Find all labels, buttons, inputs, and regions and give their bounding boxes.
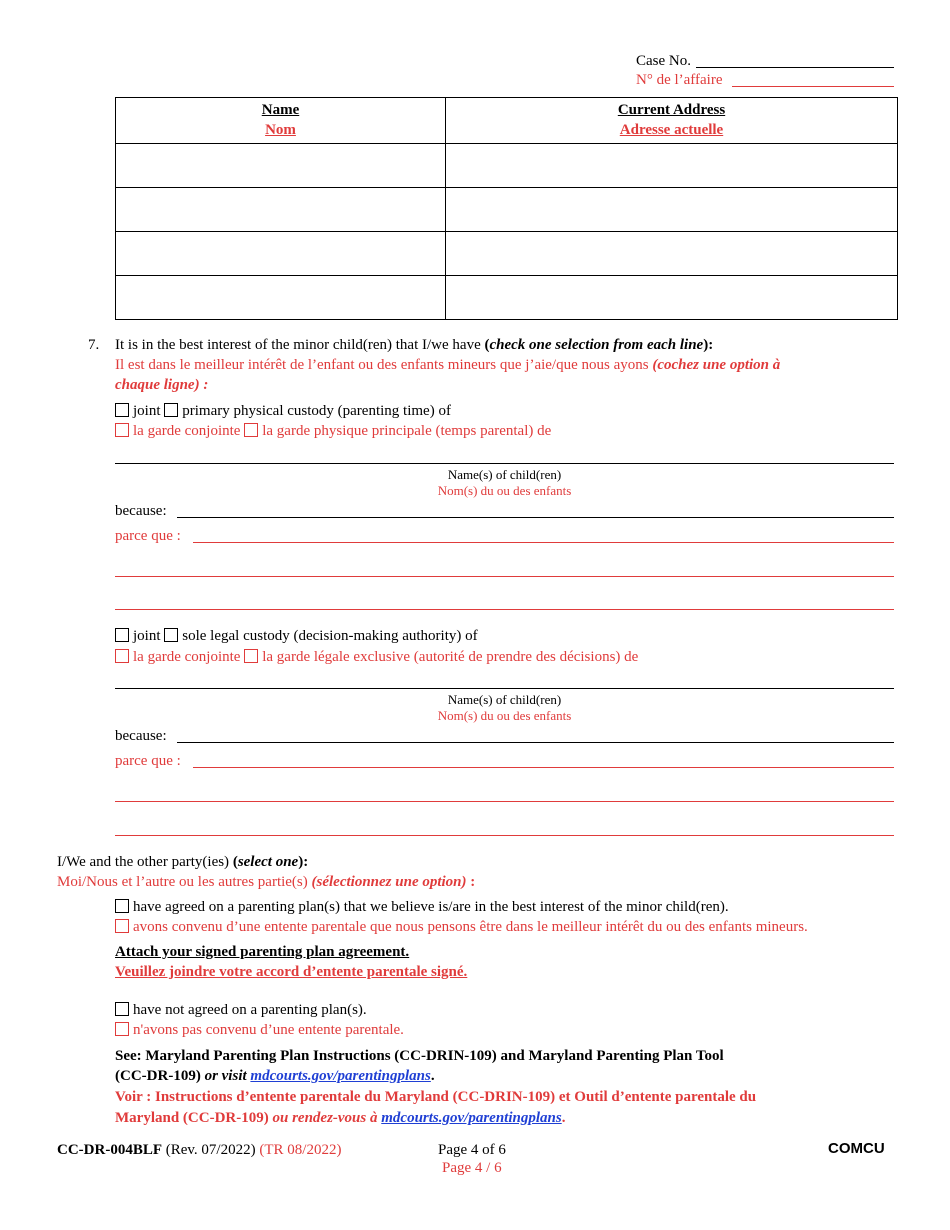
form-id: CC-DR-004BLF xyxy=(57,1142,162,1158)
address-header-en: Current Address xyxy=(617,102,726,118)
see-reference-or-visit: or visit xyxy=(204,1068,251,1084)
legal-joint-checkbox[interactable] xyxy=(115,628,129,642)
table-row xyxy=(116,276,898,320)
see-reference-line-1: See: Maryland Parenting Plan Instructions (CC-DRIN-109) and Maryland Parenting Plan Tool xyxy=(115,1048,724,1064)
agreement-intro-text: I/We and the other party(ies) xyxy=(57,854,233,870)
address-cell[interactable] xyxy=(446,232,898,276)
case-no-field-fr-line xyxy=(732,86,894,87)
legal-children-caption-fr: Nom(s) du ou des enfants xyxy=(437,708,572,723)
physical-joint-checkbox[interactable] xyxy=(115,403,129,417)
physical-primary-checkbox[interactable] xyxy=(164,403,178,417)
item-7-intro-fr-instruction: (cochez une option à xyxy=(652,357,781,373)
item-7-intro-fr xyxy=(115,355,780,375)
agreed-checkbox-fr[interactable] xyxy=(115,919,129,933)
physical-custody-line xyxy=(115,401,451,421)
name-column-header xyxy=(116,98,446,144)
agreed-label: have agreed on a parenting plan(s) that we believe is/are in the best interest of the minor child(ren). xyxy=(133,899,729,915)
physical-because-label-fr: parce que : xyxy=(115,528,181,544)
footer-form-id xyxy=(57,1140,341,1160)
not-agreed-label-fr: n'avons pas convenu d’une entente parentale. xyxy=(133,1022,404,1038)
not-agreed-option xyxy=(115,1000,367,1020)
physical-because-line-2[interactable] xyxy=(115,576,894,577)
see-reference-line-2 xyxy=(115,1066,435,1086)
item-7-intro-fr-text: Il est dans le meilleur intérêt de l’enfant ou des enfants mineurs que j’aie/que nous ayons xyxy=(115,357,653,373)
agreement-intro-fr-text: Moi/Nous et l’autre ou les autres partie(s) xyxy=(57,874,312,890)
physical-children-caption: Name(s) of child(ren) xyxy=(447,467,562,482)
name-cell[interactable] xyxy=(116,144,446,188)
see-reference-period: . xyxy=(430,1068,435,1084)
legal-because-line-fr[interactable] xyxy=(193,767,894,768)
see-reference-fr-or-visit: ou rendez-vous à xyxy=(272,1110,382,1126)
form-translation-rev: (TR 08/2022) xyxy=(255,1142,342,1158)
agreed-checkbox[interactable] xyxy=(115,899,129,913)
agreement-intro-paren: ( xyxy=(232,854,238,870)
physical-children-caption-fr: Nom(s) du ou des enfants xyxy=(437,483,572,498)
parenting-plans-link[interactable]: mdcourts.gov/parentingplans xyxy=(250,1068,431,1084)
physical-joint-checkbox-fr[interactable] xyxy=(115,423,129,437)
case-no-label-fr: N° de l’affaire xyxy=(636,72,723,88)
physical-because-label: because: xyxy=(115,503,167,519)
legal-sole-label: sole legal custody (decision-making authority) of xyxy=(182,628,478,644)
table-row xyxy=(116,144,898,188)
item-7-intro xyxy=(115,335,713,355)
table-row xyxy=(116,188,898,232)
agreed-option-fr xyxy=(115,917,808,937)
agreement-intro-instruction: select one xyxy=(237,854,299,870)
physical-primary-checkbox-fr[interactable] xyxy=(244,423,258,437)
name-address-table xyxy=(115,97,898,320)
item-7-intro-end: ): xyxy=(703,337,714,353)
physical-because-line-3[interactable] xyxy=(115,609,894,610)
legal-joint-checkbox-fr[interactable] xyxy=(115,649,129,663)
agreed-label-fr: avons convenu d’une entente parentale que nous pensons être dans le meilleur intérêt du ou des enfants mineurs. xyxy=(133,919,808,935)
agreement-intro-fr xyxy=(57,872,475,892)
see-reference-fr-period: . xyxy=(561,1110,566,1126)
legal-sole-label-fr: la garde légale exclusive (autorité de prendre des décisions) de xyxy=(262,649,639,665)
table-row xyxy=(116,232,898,276)
agreement-intro xyxy=(57,852,308,872)
see-reference-fr-line-2 xyxy=(115,1108,565,1128)
address-column-header xyxy=(446,98,898,144)
item-7-intro-instruction: check one selection from each line xyxy=(489,337,704,353)
page-number-fr: Page 4 / 6 xyxy=(442,1160,502,1176)
legal-custody-line xyxy=(115,626,478,646)
legal-sole-checkbox-fr[interactable] xyxy=(244,649,258,663)
physical-joint-label-fr: la garde conjointe xyxy=(133,423,241,439)
physical-primary-label-fr: la garde physique principale (temps parental) de xyxy=(262,423,552,439)
agreement-intro-fr-end: : xyxy=(466,874,476,890)
attach-instruction-fr: Veuillez joindre votre accord d’entente parentale signé. xyxy=(115,964,468,980)
see-reference-fr-line-1: Voir : Instructions d’entente parentale du Maryland (CC-DRIN-109) et Outil d’entente parentale du xyxy=(115,1089,757,1105)
name-cell[interactable] xyxy=(116,232,446,276)
item-7-intro-text: It is in the best interest of the minor child(ren) that I/we have xyxy=(115,337,485,353)
agreement-intro-end: ): xyxy=(298,854,309,870)
address-header-fr: Adresse actuelle xyxy=(619,122,724,138)
address-cell[interactable] xyxy=(446,276,898,320)
physical-because-field[interactable] xyxy=(177,517,894,518)
address-cell[interactable] xyxy=(446,188,898,232)
name-header-fr: Nom xyxy=(265,122,296,138)
legal-joint-label: joint xyxy=(133,628,161,644)
item-7-intro-paren: ( xyxy=(484,337,490,353)
agreement-intro-fr-instruction: (sélectionnez une option) xyxy=(311,874,467,890)
legal-because-field[interactable] xyxy=(177,742,894,743)
legal-joint-label-fr: la garde conjointe xyxy=(133,649,241,665)
page-number: Page 4 of 6 xyxy=(438,1142,506,1158)
name-header-en: Name xyxy=(261,102,300,118)
item-7-intro-fr-cont: chaque ligne) : xyxy=(115,377,209,393)
form-revision: (Rev. 07/2022) xyxy=(162,1142,256,1158)
not-agreed-checkbox[interactable] xyxy=(115,1002,129,1016)
item-7-number: 7. xyxy=(88,337,100,353)
physical-custody-line-fr xyxy=(115,421,551,441)
not-agreed-label: have not agreed on a parenting plan(s). xyxy=(133,1002,367,1018)
table-header-row xyxy=(116,98,898,144)
legal-sole-checkbox[interactable] xyxy=(164,628,178,642)
physical-children-name-field[interactable] xyxy=(115,463,894,464)
legal-children-caption: Name(s) of child(ren) xyxy=(447,692,562,707)
form-code: COMCU xyxy=(828,1140,885,1157)
legal-because-line-2[interactable] xyxy=(115,801,894,802)
not-agreed-checkbox-fr[interactable] xyxy=(115,1022,129,1036)
legal-because-label-fr: parce que : xyxy=(115,753,181,769)
see-reference-code: (CC-DR-109) xyxy=(115,1068,205,1084)
physical-joint-label: joint xyxy=(133,403,161,419)
parenting-plans-link-fr[interactable]: mdcourts.gov/parentingplans xyxy=(381,1110,562,1126)
case-no-field[interactable] xyxy=(696,67,894,68)
attach-instruction: Attach your signed parenting plan agreement. xyxy=(115,944,410,960)
legal-custody-line-fr xyxy=(115,647,638,667)
name-cell[interactable] xyxy=(116,276,446,320)
physical-because-line-fr[interactable] xyxy=(193,542,894,543)
name-cell[interactable] xyxy=(116,188,446,232)
legal-children-name-field[interactable] xyxy=(115,688,894,689)
address-cell[interactable] xyxy=(446,144,898,188)
agreed-option xyxy=(115,897,729,917)
not-agreed-option-fr xyxy=(115,1020,404,1040)
legal-because-line-3[interactable] xyxy=(115,835,894,836)
physical-primary-label: primary physical custody (parenting time) of xyxy=(182,403,451,419)
case-no-label: Case No. xyxy=(636,53,691,69)
see-reference-fr-code: Maryland (CC-DR-109) xyxy=(115,1110,273,1126)
legal-because-label: because: xyxy=(115,728,167,744)
